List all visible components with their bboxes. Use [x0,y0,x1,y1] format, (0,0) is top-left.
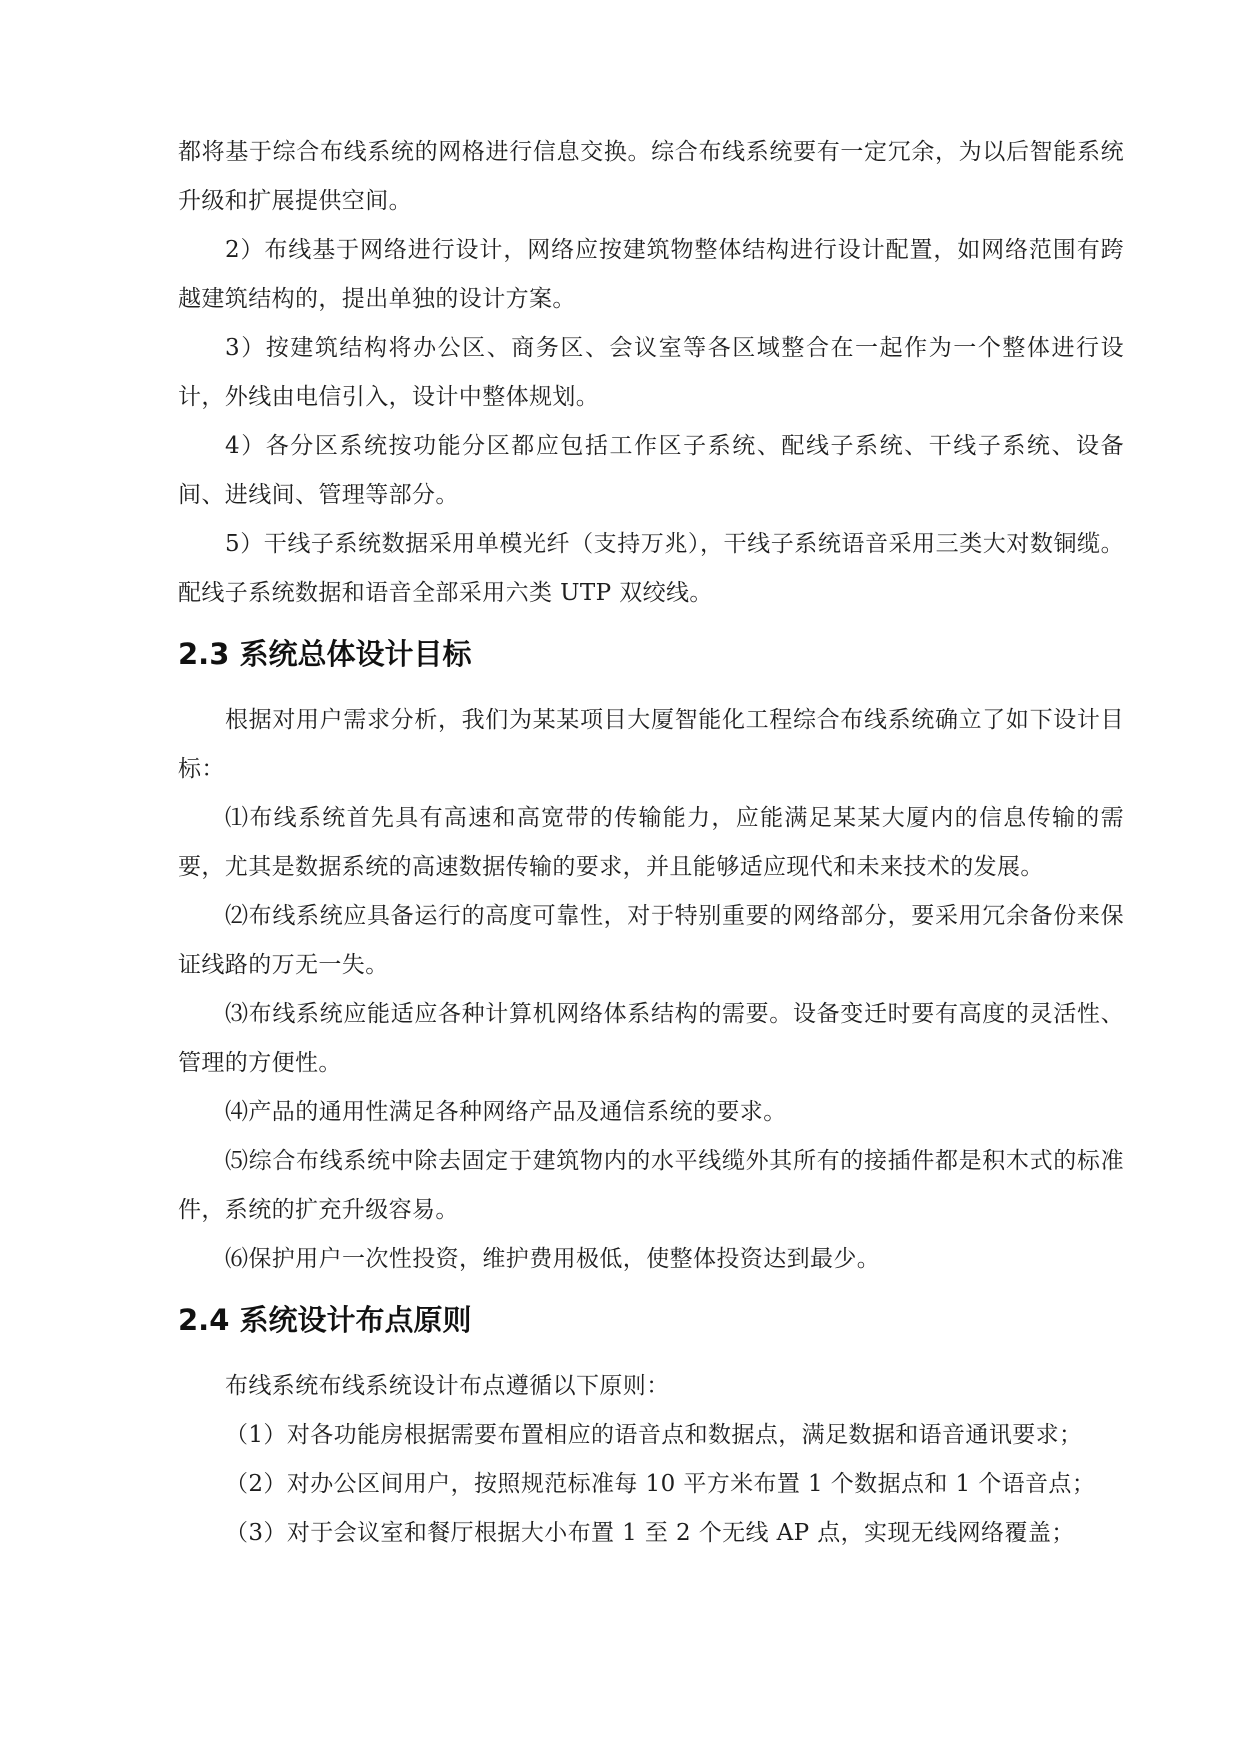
principle-item-2: （2）对办公区间用户，按照规范标准每 10 平方米布置 1 个数据点和 1 个语音点； [225,1471,1096,1497]
page-content [178,128,1124,1558]
goal-item-5: ⑸综合布线系统中除去固定于建筑物内的水平线缆外其所有的接插件都是积木式的标准件，系统的扩充升级容易。 [178,1148,1124,1223]
goal-item-6: ⑹保护用户一次性投资，维护费用极低，使整体投资达到最少。 [225,1246,881,1272]
paragraph-item-4: 4）各分区系统按功能分区都应包括工作区子系统、配线子系统、干线子系统、设备间、进线间、管理等部分。 [178,433,1124,508]
goal-item-1: ⑴布线系统首先具有高速和高宽带的传输能力，应能满足某某大厦内的信息传输的需要，尤其是数据系统的高速数据传输的要求，并且能够适应现代和未来技术的发展。 [178,805,1124,880]
paragraph-item-2: 2）布线基于网络进行设计，网络应按建筑物整体结构进行设计配置，如网络范围有跨越建筑结构的，提出单独的设计方案。 [178,237,1124,312]
section-heading-2-3: 2.3 系统总体设计目标 [178,637,472,671]
section-2-4-intro: 布线系统布线系统设计布点遵循以下原则： [225,1373,670,1399]
principle-item-3: （3）对于会议室和餐厅根据大小布置 1 至 2 个无线 AP 点，实现无线网络覆盖； [225,1520,1075,1546]
principle-item-1: （1）对各功能房根据需要布置相应的语音点和数据点，满足数据和语音通讯要求； [225,1422,1083,1448]
paragraph-item-3: 3）按建筑结构将办公区、商务区、会议室等各区域整合在一起作为一个整体进行设计，外线由电信引入，设计中整体规划。 [178,335,1124,410]
section-2-3-intro: 根据对用户需求分析，我们为某某项目大厦智能化工程综合布线系统确立了如下设计目标： [178,707,1124,782]
goal-item-4: ⑷产品的通用性满足各种网络产品及通信系统的要求。 [225,1099,787,1125]
goal-item-3: ⑶布线系统应能适应各种计算机网络体系结构的需要。设备变迁时要有高度的灵活性、管理的方便性。 [178,1001,1124,1076]
paragraph-item-5: 5）干线子系统数据采用单模光纤（支持万兆），干线子系统语音采用三类大对数铜缆。配线子系统数据和语音全部采用六类 UTP 双绞线。 [178,531,1124,606]
section-heading-2-4: 2.4 系统设计布点原则 [178,1303,472,1337]
goal-item-2: ⑵布线系统应具备运行的高度可靠性，对于特别重要的网络部分，要采用冗余备份来保证线路的万无一失。 [178,903,1124,978]
paragraph-continuation: 都将基于综合布线系统的网格进行信息交换。综合布线系统要有一定冗余，为以后智能系统升级和扩展提供空间。 [178,139,1124,214]
